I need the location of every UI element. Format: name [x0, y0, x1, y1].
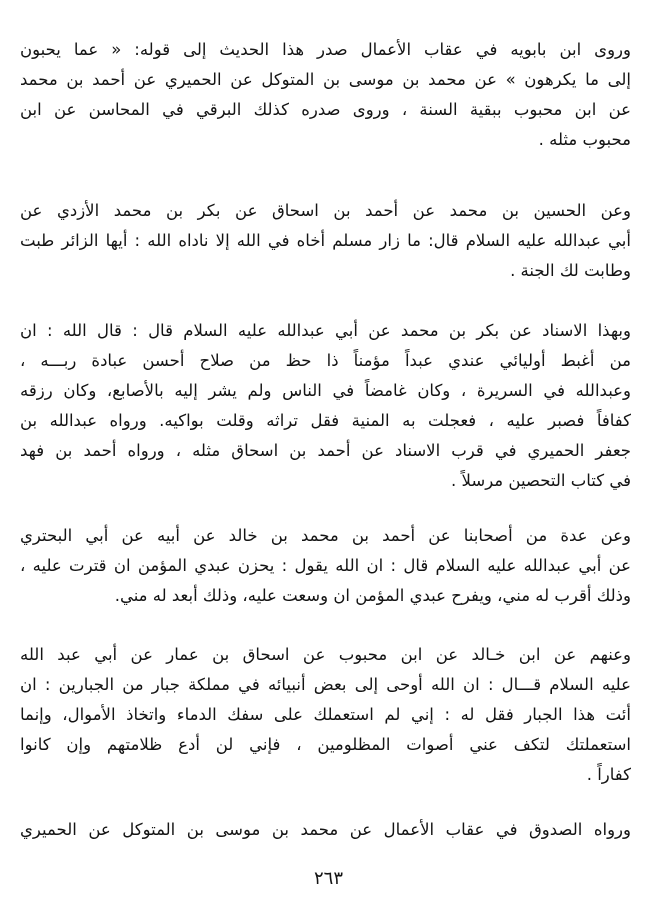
text-line: وروى ابن بابويه في عقاب الأعمال صدر هذا الحديث إلى قوله: « عما يحبون	[20, 40, 631, 59]
hadith-paragraph-5	[20, 640, 631, 790]
text-line: استعملتك لتكف عني أصوات المظلومين ، فإني لن أدع ظلامتهم وإن كانوا	[20, 735, 631, 754]
page-number: ٢٦٣	[313, 868, 343, 889]
hadith-paragraph-6	[20, 815, 631, 845]
text-line: أئت هذا الجبار فقل له : إني لم استعملك على سفك الدماء واتخاذ الأموال، وإنما	[20, 705, 631, 724]
text-line: عن ابن محبوب ببقية السنة ، وروى صدره كذلك البرقي في المحاسن عن ابن	[20, 100, 631, 119]
text-line: محبوب مثله .	[538, 130, 631, 149]
text-line: وبهذا الاسناد عن بكر بن محمد عن أبي عبدالله عليه السلام قال : قال الله : ان	[20, 321, 631, 340]
text-line: من أغبط أوليائي عندي عبداً مؤمناً ذا حظ من صلاح أحسن عبادة ربـــه ،	[20, 351, 631, 370]
text-line: كفافاً فصبر عليه ، فعجلت به المنية فقل تراثه وقلت بواكيه. ورواه عبدالله بن	[20, 411, 631, 430]
hadith-paragraph-2	[20, 196, 631, 286]
text-line: عليه السلام قـــال : ان الله أوحى إلى بعض أنبيائه في مملكة جبار من الجبارين : ان	[20, 675, 631, 694]
text-line: وذلك أقرب له مني، ويفرح عبدي المؤمن ان وسعت عليه، وذلك أبعد له مني.	[114, 586, 631, 605]
text-line: وطابت لك الجنة .	[510, 261, 631, 280]
text-line: وعن الحسين بن محمد عن أحمد بن اسحاق عن بكر بن محمد الأزدي عن	[20, 201, 631, 220]
text-line: جعفر الحميري في قرب الاسناد عن أحمد بن اسحاق مثله ، ورواه أحمد بن فهد	[20, 441, 631, 460]
text-line: في كتاب التحصين مرسلاً .	[451, 471, 631, 490]
text-line: وعنهم عن ابن خـالد عن ابن محبوب عن اسحاق بن عمار عن أبي عبد الله	[20, 645, 631, 664]
text-line: عن أبي عبدالله عليه السلام قال : ان الله يقول : يحزن عبدي المؤمن ان قترت عليه ،	[20, 556, 631, 575]
text-line: إلى ما يكرهون » عن محمد بن موسى بن المتوكل عن الحميري عن أحمد بن محمد	[20, 70, 631, 89]
hadith-paragraph-4	[20, 521, 631, 611]
text-line: وعبدالله في السريرة ، وكان غامضاً في الناس ولم يشر إليه بالأصابع، وكان رزقه	[20, 381, 631, 400]
hadith-paragraph-3	[20, 316, 631, 496]
text-line: وعن عدة من أصحابنا عن أحمد بن محمد بن خالد عن أبيه عن أبي البحتري	[20, 526, 631, 545]
text-line: أبي عبدالله عليه السلام قال: ما زار مسلم أخاه في الله إلا ناداه الله : أيها الزائر طبت	[20, 231, 631, 250]
text-line: كفاراً .	[586, 765, 631, 784]
hadith-paragraph-1	[20, 35, 631, 155]
text-line: ورواه الصدوق في عقاب الأعمال عن محمد بن موسى بن المتوكل عن الحميري	[20, 820, 631, 839]
